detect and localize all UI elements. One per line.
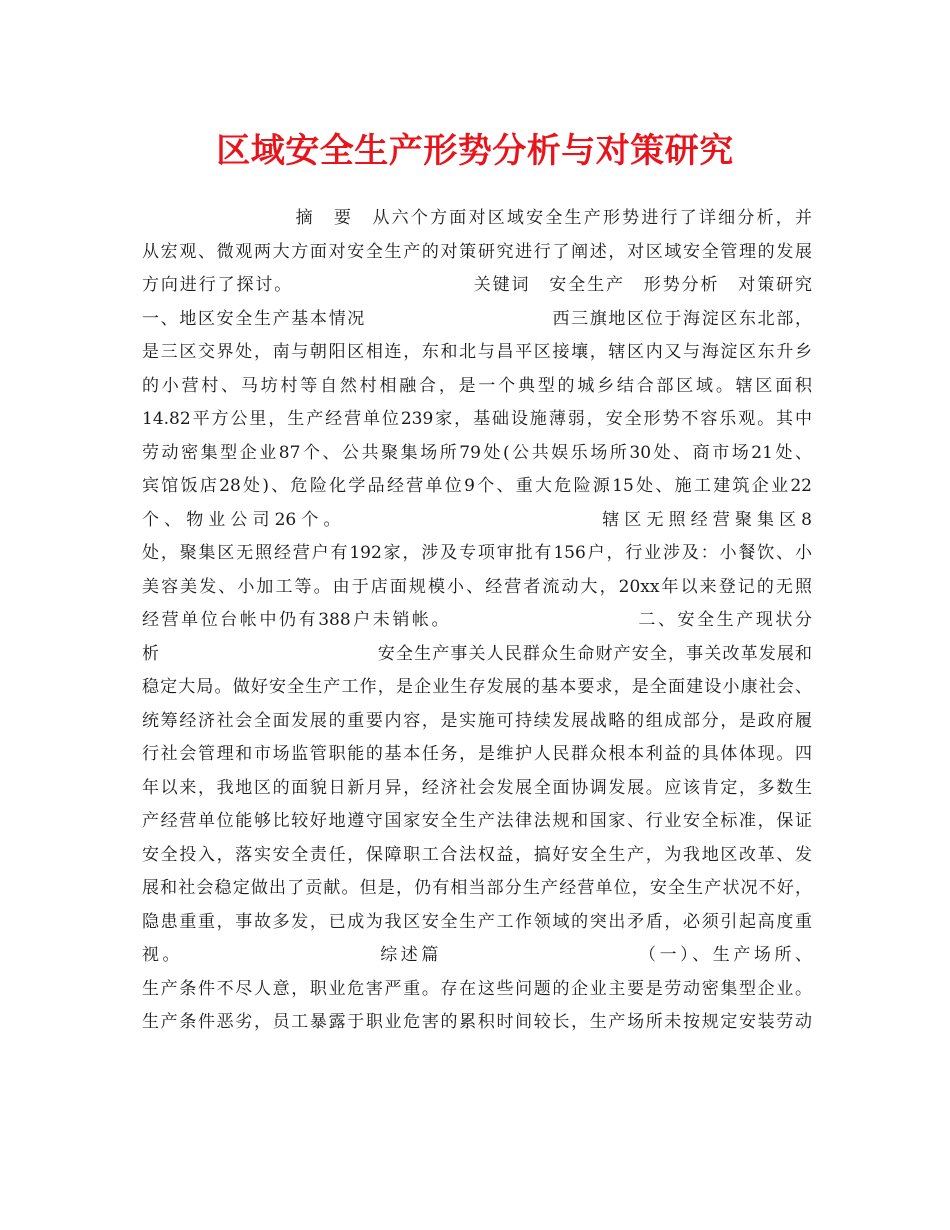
body-line-7: 14.82平方公里，生产经营单位239家，基础设施薄弱，安全形势不容乐观。其中 — [142, 409, 812, 429]
document-title: 区域安全生产形势分析与对策研究 — [216, 131, 734, 171]
body-line-14: 析 安全生产事关人民群众生命财产安全，事关改革发展和 — [142, 643, 812, 664]
body-line-6: 的小营村、马坊村等自然村相融合，是一个典型的城乡结合部区域。辖区面积 — [142, 375, 812, 396]
body-line-23: 视。 综述篇 （一）、生产场所、 — [142, 945, 812, 965]
body-line-3: 方向进行了探讨。 关键词 安全生产 形势分析 对策研究 — [142, 275, 812, 295]
body-line-13: 经营单位台帐中仍有388户未销帐。 二、安全生产现状分 — [142, 610, 812, 630]
body-line-11: 处，聚集区无照经营户有192家，涉及专项审批有156户，行业涉及：小餐饮、小 — [142, 543, 812, 563]
body-line-16: 统筹经济社会全面发展的重要内容，是实施可持续发展战略的组成部分，是政府履 — [142, 710, 812, 731]
body-line-24: 生产条件不尽人意，职业危害严重。存在这些问题的企业主要是劳动密集型企业。 — [142, 978, 812, 999]
body-line-17: 行社会管理和市场监管职能的基本任务，是维护人民群众根本利益的具体体现。四 — [142, 744, 812, 764]
body-line-8: 劳动密集型企业87个、公共聚集场所79处(公共娱乐场所30处、商市场21处、 — [142, 442, 812, 463]
body-line-10: 个、物业公司26个。 辖区无照经营聚集区8 — [142, 509, 812, 530]
body-line-4: 一、地区安全生产基本情况 西三旗地区位于海淀区东北部， — [142, 308, 812, 329]
body-line-20: 安全投入，落实安全责任，保障职工合法权益，搞好安全生产，为我地区改革、发 — [142, 844, 812, 865]
body-line-9: 宾馆饭店28处)、危险化学品经营单位9个、重大危险源15处、施工建筑企业22 — [142, 476, 812, 496]
body-line-5: 是三区交界处，南与朝阳区相连，东和北与昌平区接壤，辖区内又与海淀区东升乡 — [142, 342, 812, 362]
body-line-19: 产经营单位能够比较好地遵守国家安全生产法律法规和国家、行业安全标准，保证 — [142, 811, 812, 831]
body-line-2: 从宏观、微观两大方面对安全生产的对策研究进行了阐述，对区域安全管理的发展 — [142, 241, 812, 262]
body-line-21: 展和社会稳定做出了贡献。但是，仍有相当部分生产经营单位，安全生产状况不好， — [142, 878, 812, 898]
body-line-1: 摘 要 从六个方面对区域安全生产形势进行了详细分析，并 — [142, 208, 812, 228]
document-body — [142, 202, 812, 1040]
body-line-22: 隐患重重，事故多发，已成为我区安全生产工作领域的突出矛盾，必须引起高度重 — [142, 911, 812, 932]
body-line-25: 生产条件恶劣，员工暴露于职业危害的累积时间较长，生产场所未按规定安装劳动 — [142, 1012, 812, 1032]
body-line-18: 年以来，我地区的面貌日新月异，经济社会发展全面协调发展。应该肯定，多数生 — [142, 777, 812, 798]
body-line-12: 美容美发、小加工等。由于店面规模小、经营者流动大，20xx年以来登记的无照 — [142, 576, 812, 597]
body-line-15: 稳定大局。做好安全生产工作，是企业生存发展的基本要求，是全面建设小康社会、 — [142, 677, 812, 697]
